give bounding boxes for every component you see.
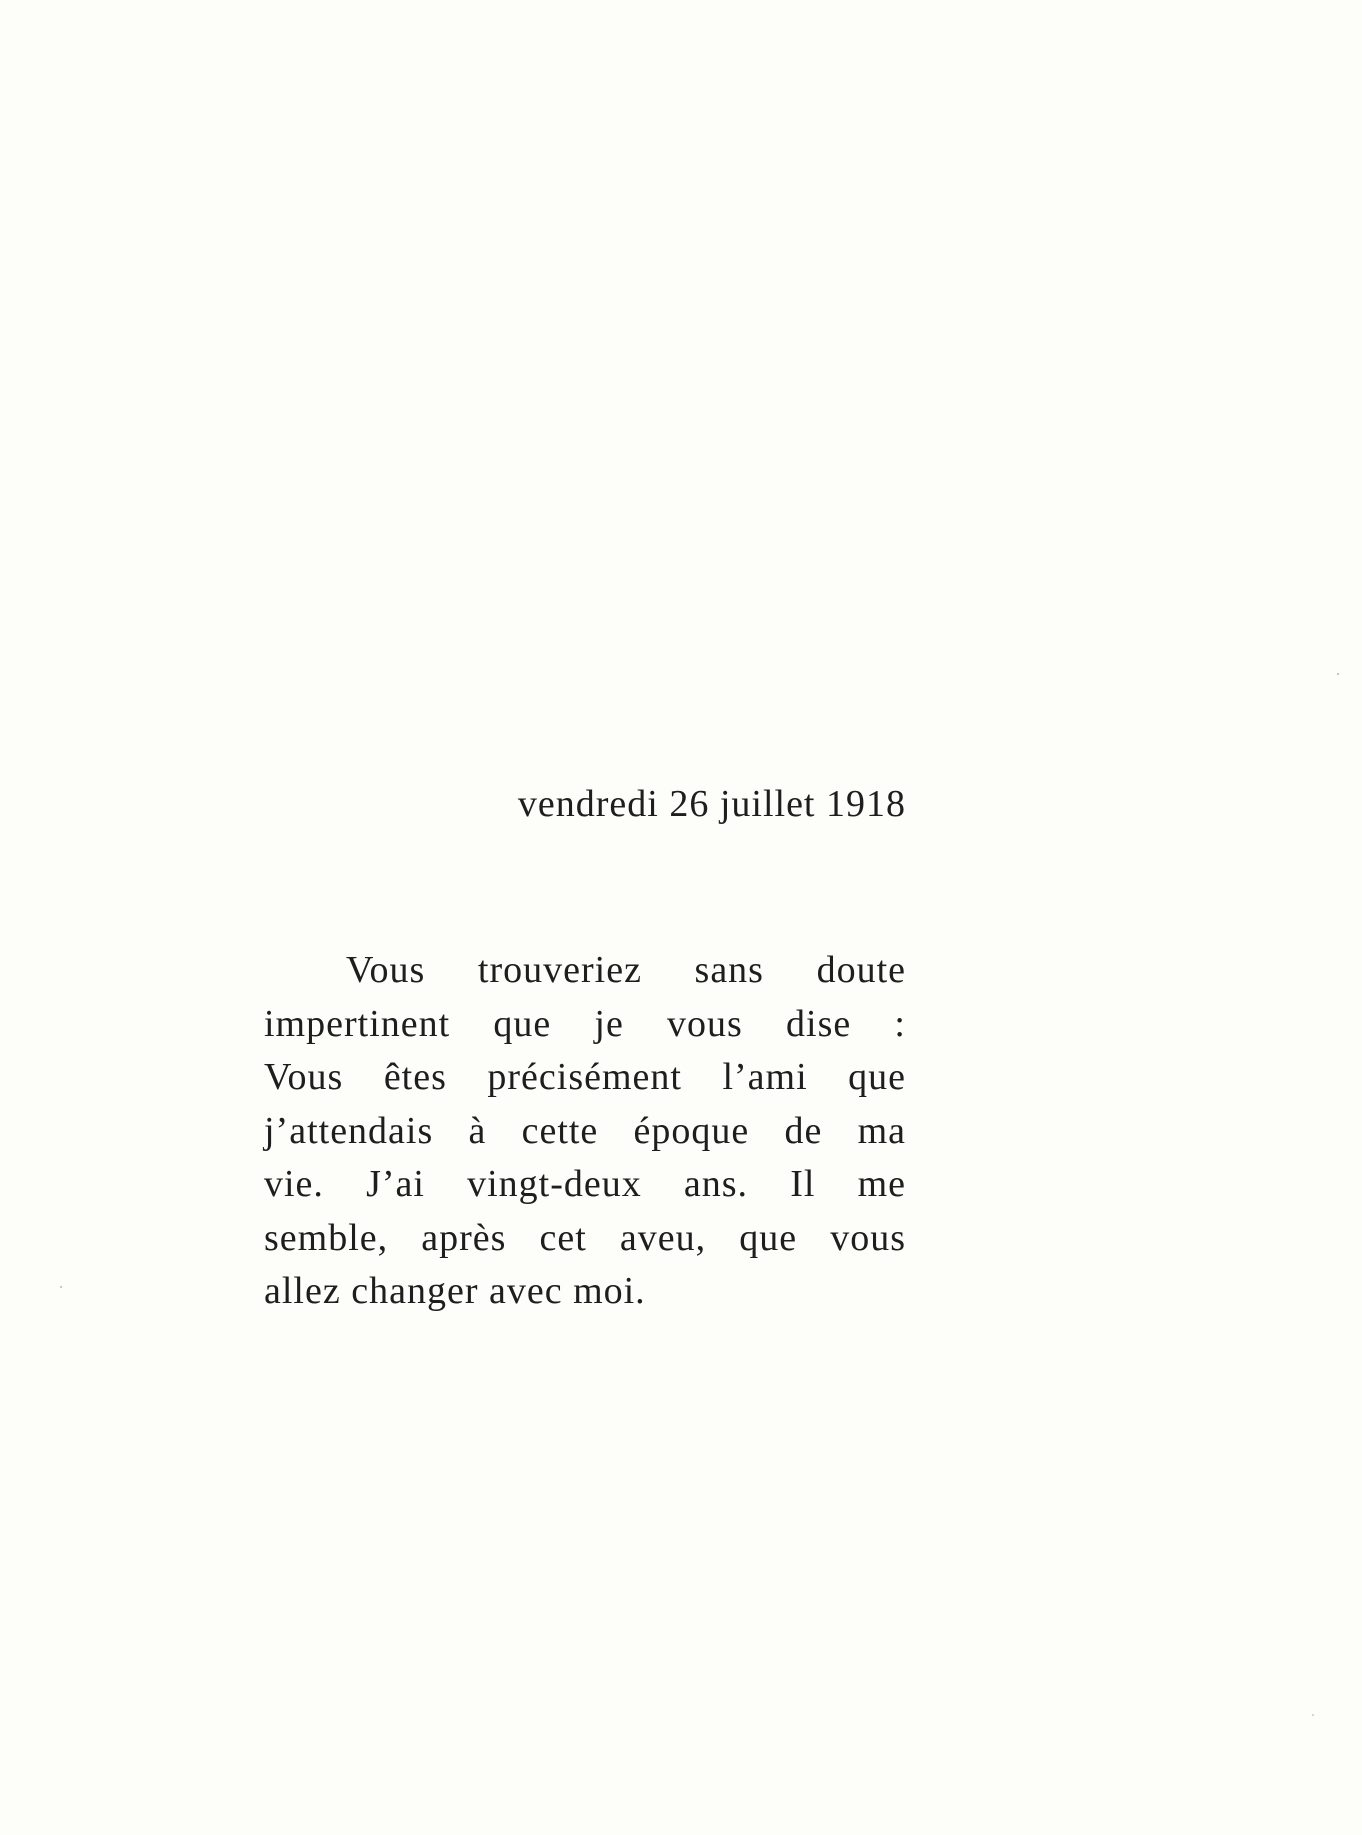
letter-line: semble, après cet aveu, que vous (264, 1216, 906, 1259)
paper-speck (1312, 1714, 1314, 1716)
letter-line: allez changer avec moi. (264, 1270, 646, 1312)
letter-line: impertinent que je vous dise : (264, 1002, 906, 1045)
paper-speck (1337, 673, 1339, 675)
letter-line: vie. J’ai vingt-deux ans. Il me (264, 1163, 906, 1205)
letter-line: j’attendais à cette époque de ma (264, 1109, 906, 1152)
letter-line: Vous êtes précisément l’ami que (264, 1056, 906, 1098)
letter-date: vendredi 26 juillet 1918 (517, 783, 906, 825)
letter-line: Vous trouveriez sans doute (346, 949, 906, 991)
paper-speck (60, 1286, 62, 1288)
letter-body (264, 944, 906, 1319)
